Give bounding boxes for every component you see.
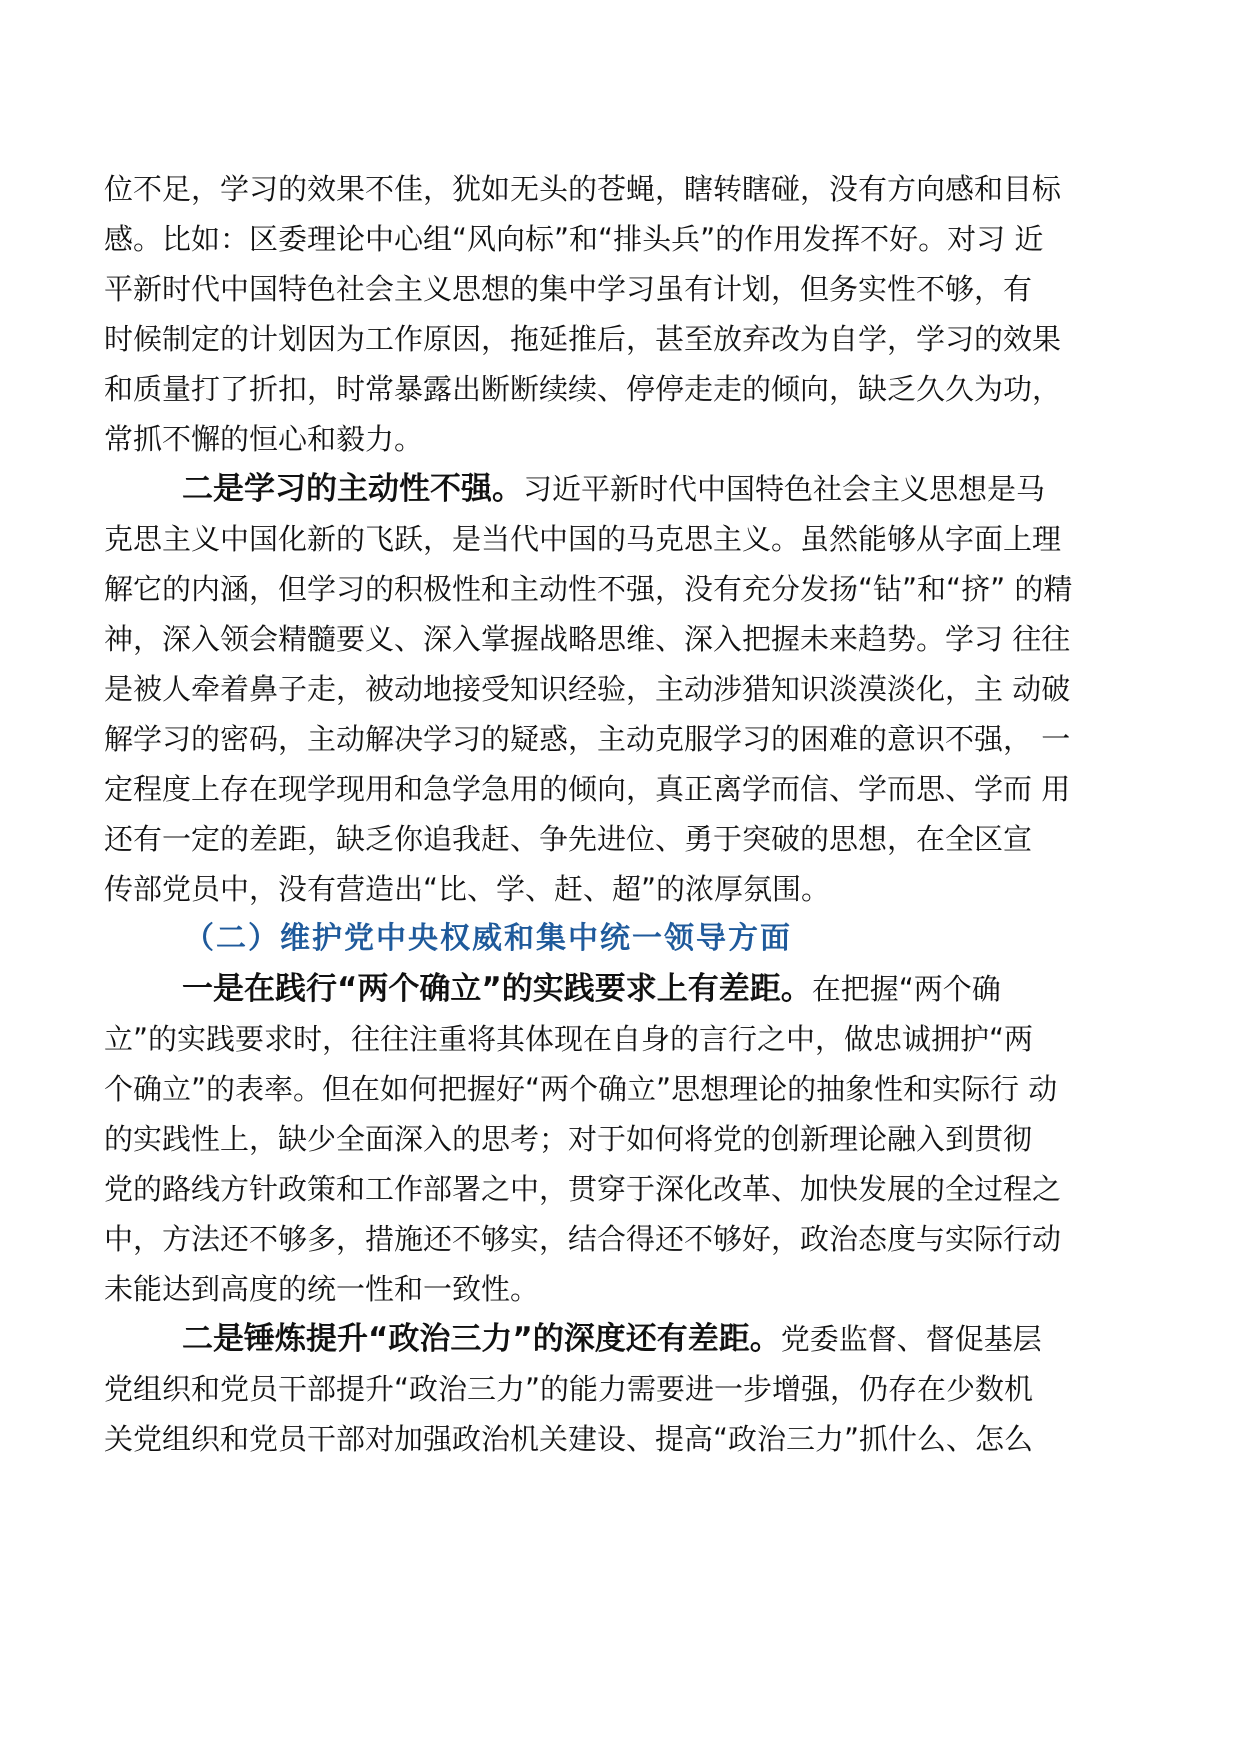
text-line: 中，方法还不够多，措施还不够实，结合得还不够好，政治态度与实际行动 [104,1222,1062,1256]
paragraph-lead: 二是学习的主动性不强。 [182,471,523,507]
text-line: 解学习的密码，主动解决学习的疑惑，主动克服学习的困难的意识不强， 一 [104,722,1071,756]
text-line: 克思主义中国化新的飞跃，是当代中国的马克思主义。虽然能够从字面上理 [104,522,1062,556]
text-line: 未能达到高度的统一性和一致性。 [104,1272,540,1306]
text-line: 关党组织和党员干部对加强政治机关建设、提高“政治三力”抓什么、怎么 [104,1422,1034,1456]
text-line: 神，深入领会精髓要义、深入掌握战略思维、深入把握未来趋势。学习 往往 [104,622,1071,656]
paragraph-first-line [104,1314,1164,1364]
text-line: 常抓不懈的恒心和毅力。 [104,422,424,456]
text-line: 和质量打了折扣，时常暴露出断断续续、停停走走的倾向，缺乏久久为功， [104,372,1062,406]
text-line: 党的路线方针政策和工作部署之中，贯穿于深化改革、加快发展的全过程之 [104,1172,1062,1206]
text-line: 是被人牵着鼻子走，被动地接受知识经验，主动涉猎知识淡漠淡化，主 动破 [104,672,1071,706]
text-line: 传部党员中，没有营造出“比、学、赶、超”的浓厚氛围。 [104,872,831,906]
paragraph-2 [104,464,1164,914]
text-line: 平新时代中国特色社会主义思想的集中学习虽有计划，但务实性不够，有 [104,272,1033,306]
paragraph-lead: 二是锤炼提升“政治三力”的深度还有差距。 [182,1321,781,1357]
text-line: 党组织和党员干部提升“政治三力”的能力需要进一步增强，仍存在少数机 [104,1372,1034,1406]
text-run: 党委监督、督促基层 [780,1322,1042,1356]
text-run: 在把握“两个确 [811,972,1001,1006]
text-line: 还有一定的差距，缺乏你追我赶、争先进位、勇于突破的思想，在全区宣 [104,822,1033,856]
text-line: 时候制定的计划因为工作原因，拖延推后，甚至放弃改为自学，学习的效果 [104,322,1062,356]
paragraph-4 [104,1314,1164,1464]
text-line: 立”的实践要求时，往往注重将其体现在自身的言行之中，做忠诚拥护“两 [104,1022,1034,1056]
text-line: 的实践性上，缺少全面深入的思考；对于如何将党的创新理论融入到贯彻 [104,1122,1033,1156]
text-line: 感。比如：区委理论中心组“风向标”和“排头兵”的作用发挥不好。对习 近 [104,222,1044,256]
paragraph-first-line [104,464,1164,514]
text-line: 位不足，学习的效果不佳，犹如无头的苍蝇，瞎转瞎碰，没有方向感和目标 [104,172,1062,206]
text-line: 个确立”的表率。但在如何把握好“两个确立”思想理论的抽象性和实际行 动 [104,1072,1058,1106]
text-line: 解它的内涵，但学习的积极性和主动性不强，没有充分发扬“钻”和“挤” 的精 [104,572,1073,606]
paragraph-lead: 一是在践行“两个确立”的实践要求上有差距。 [182,971,812,1007]
paragraph-first-line [104,964,1164,1014]
text-run: 习近平新时代中国特色社会主义思想是马 [523,472,1046,506]
document-body [104,164,1164,1464]
paragraph-3 [104,964,1164,1314]
text-line: 定程度上存在现学现用和急学急用的倾向，真正离学而信、学而思、学而 用 [104,772,1071,806]
paragraph-1 [104,164,1164,464]
section-heading: （二）维护党中央权威和集中统一领导方面 [184,921,792,956]
